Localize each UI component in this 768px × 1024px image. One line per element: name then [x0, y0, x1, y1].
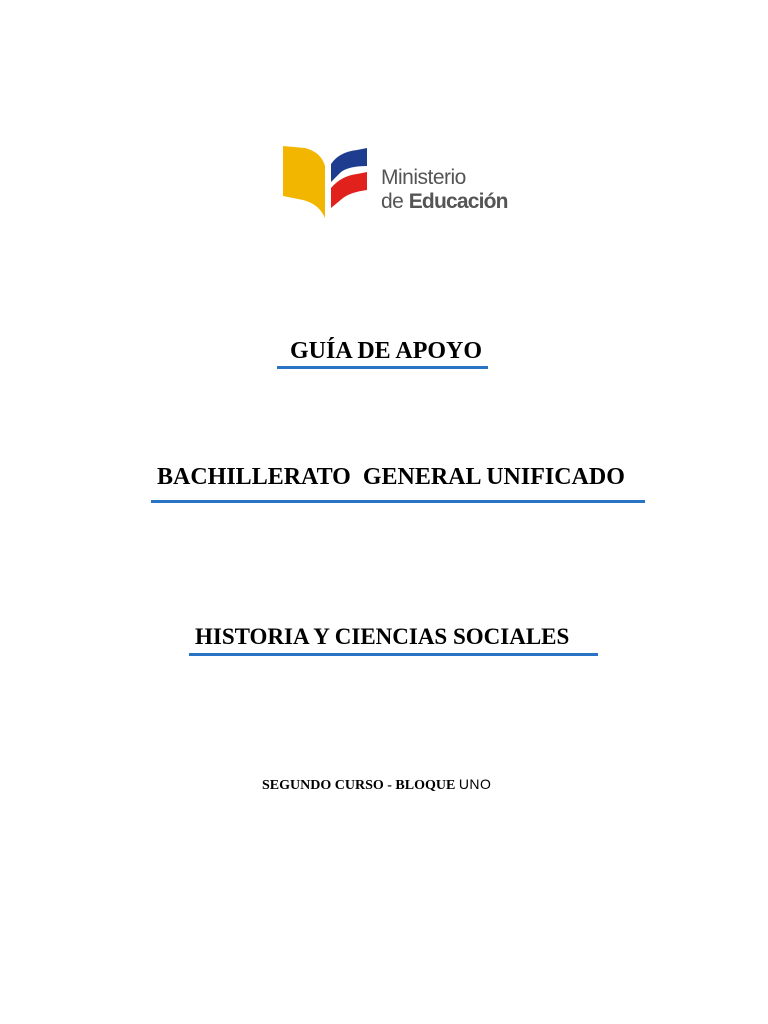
subject-title: HISTORIA Y CIENCIAS SOCIALES [195, 624, 570, 649]
course-block-subtitle [262, 776, 491, 794]
logo-yellow-page [283, 146, 325, 218]
ministerio-logo [283, 142, 533, 222]
program-title-underline [151, 500, 645, 503]
logo-text [381, 166, 508, 216]
guide-title-underline [277, 366, 488, 369]
course-block-number: UNO [458, 776, 492, 792]
logo-line-ministerio: Ministerio [381, 166, 466, 189]
subject-title-underline [189, 653, 598, 656]
guide-title: GUÍA DE APOYO [290, 338, 483, 364]
logo-line-de: de [381, 190, 409, 213]
logo-line-educacion: Educación [408, 190, 508, 213]
logo-red-band [331, 172, 367, 208]
course-block-text: SEGUNDO CURSO - BLOQUE [262, 778, 459, 793]
book-flag-logo-icon [283, 142, 379, 222]
program-title: BACHILLERATO GENERAL UNIFICADO [157, 464, 625, 490]
